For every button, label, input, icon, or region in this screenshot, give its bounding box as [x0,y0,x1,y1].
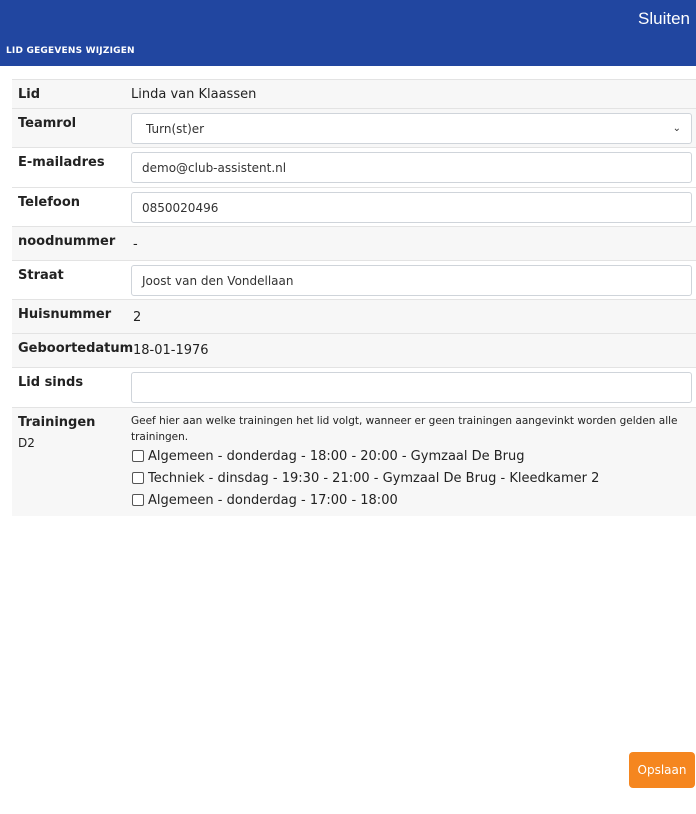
training-option[interactable] [131,489,692,511]
trainingen-label: Trainingen [18,415,96,430]
geboortedatum-value: 18-01-1976 [133,343,209,358]
teamrol-label: Teamrol [18,116,77,131]
checkbox[interactable] [132,472,144,484]
row-trainingen [12,408,696,516]
checkbox[interactable] [132,450,144,462]
straat-field[interactable]: Joost van den Vondellaan [131,265,692,296]
row-geboortedatum [12,334,696,368]
training-option-label: Algemeen - donderdag - 17:00 - 18:00 [148,492,398,508]
email-field[interactable]: demo@club-assistent.nl [131,152,692,183]
training-option-label: Techniek - dinsdag - 19:30 - 21:00 - Gymzaal De Brug - Kleedkamer 2 [148,470,600,486]
row-noodnummer [12,227,696,261]
trainingen-help: Geef hier aan welke trainingen het lid volgt, wanneer er geen trainingen aangevinkt worden gelden alle trainingen. [131,415,678,443]
huisnummer-value: 2 [133,310,142,325]
teamrol-select[interactable] [131,113,692,144]
row-email [12,148,696,188]
header-bar [0,0,696,66]
member-form [12,79,696,516]
straat-label: Straat [18,268,64,283]
checkbox[interactable] [132,494,144,506]
page-title: LID GEGEVENS WIJZIGEN [6,46,135,56]
trainingen-group: D2 [18,436,35,450]
training-option[interactable] [131,467,692,489]
trainingen-label-group [12,408,131,516]
row-telefoon [12,188,696,227]
close-button[interactable]: Sluiten [638,9,690,28]
teamrol-selected: Turn(st)er [146,121,205,136]
row-lid [12,80,696,109]
row-straat [12,261,696,300]
telefoon-field[interactable]: 0850020496 [131,192,692,223]
lid-label: Lid [18,87,41,102]
geboortedatum-label: Geboortedatum [18,341,134,356]
noodnummer-label: noodnummer [18,234,116,249]
row-teamrol [12,109,696,148]
training-option[interactable] [131,445,692,467]
lid-sinds-field[interactable] [131,372,692,403]
chevron-down-icon: ⌄ [672,123,681,134]
huisnummer-label: Huisnummer [18,307,112,322]
lid-sinds-label: Lid sinds [18,375,84,390]
lid-value: Linda van Klaassen [131,87,257,102]
save-button[interactable]: Opslaan [629,752,695,788]
training-option-label: Algemeen - donderdag - 18:00 - 20:00 - Gymzaal De Brug [148,448,525,464]
telefoon-label: Telefoon [18,195,81,210]
row-lid-sinds [12,368,696,408]
noodnummer-value: - [133,237,138,252]
email-label: E-mailadres [18,155,105,170]
row-huisnummer [12,300,696,334]
